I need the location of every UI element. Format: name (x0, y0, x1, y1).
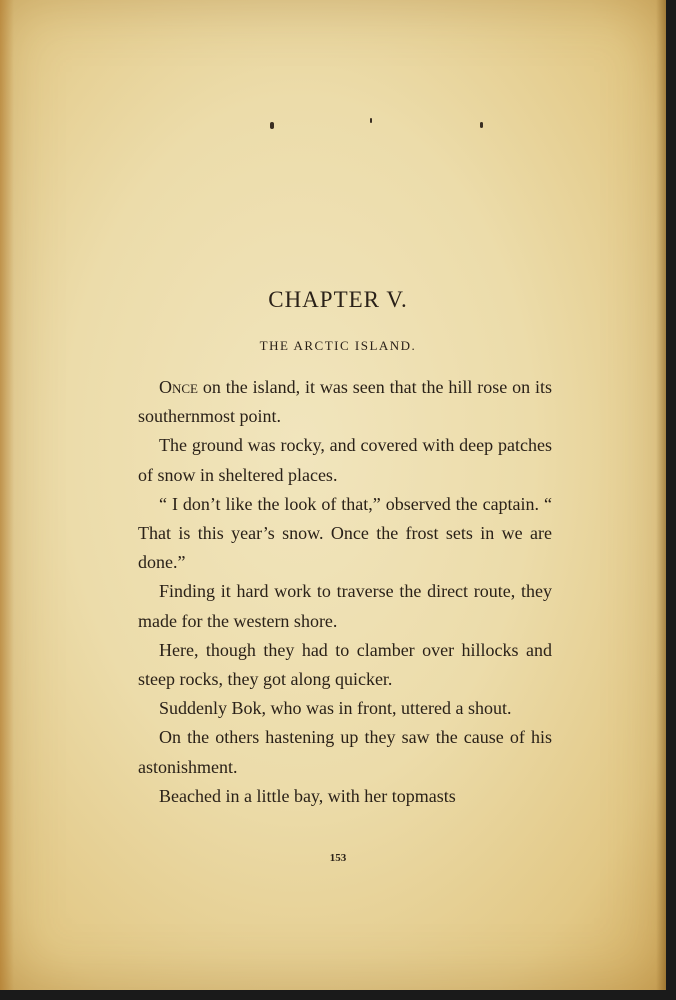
page-number: 153 (329, 852, 347, 864)
chapter-title: CHAPTER V. (268, 287, 408, 312)
paragraph-lead-word: Once (159, 377, 198, 397)
paragraph (138, 723, 552, 781)
paragraph (138, 373, 552, 431)
paragraph-text: Beached in a little bay, with her topmasts (159, 785, 456, 806)
paragraph-text: The ground was rocky, and covered with deep patches of snow in sheltered places. (138, 435, 552, 485)
paragraph-text: Here, though they had to clamber over hillocks and steep rocks, they got along quicker. (138, 639, 552, 690)
paragraph (138, 694, 552, 723)
chapter-subtitle: THE ARCTIC ISLAND. (259, 338, 417, 353)
paragraph-text: on the island, it was seen that the hill rose on its southernmost point. (138, 377, 552, 427)
paragraph (138, 490, 552, 578)
ink-speck (480, 122, 483, 128)
ink-speck (270, 122, 274, 129)
paragraph (138, 782, 552, 811)
paragraph (138, 636, 552, 694)
paragraph (138, 431, 552, 489)
ink-speck (370, 118, 372, 123)
paragraph-text: Suddenly Bok, who was in front, uttered a shout. (159, 698, 512, 719)
paragraph-text: On the others hastening up they saw the cause of his astonishment. (138, 727, 552, 777)
paragraph-text: “ I don’t like the look of that,” observed the captain. “ That is this year’s snow. Once the frost sets in we are done.” (138, 493, 552, 573)
paragraph (138, 577, 552, 635)
chapter-body (138, 373, 552, 811)
ink-specks (260, 118, 520, 138)
paragraph-text: Finding it hard work to traverse the direct route, they made for the western shore. (138, 581, 552, 631)
